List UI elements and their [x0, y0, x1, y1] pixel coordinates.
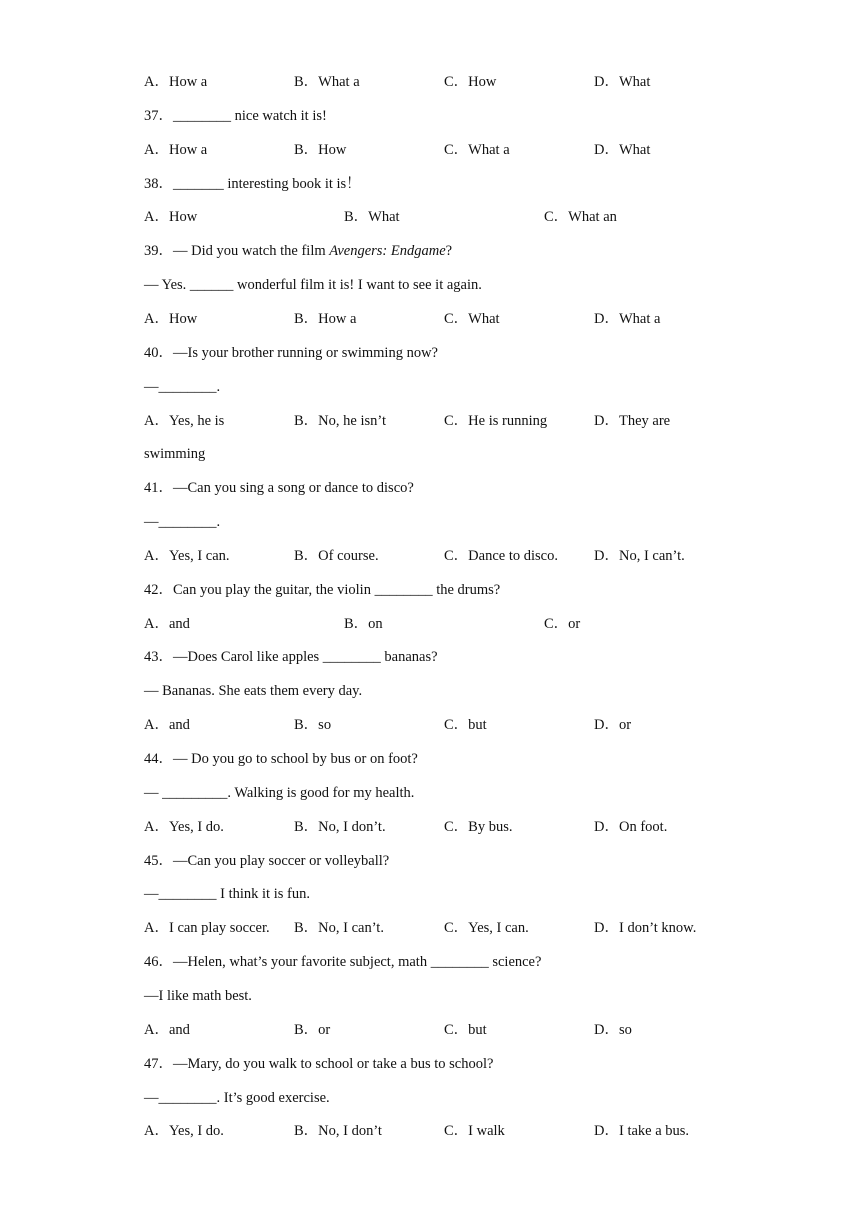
option-text: but [468, 717, 487, 733]
option-letter: D [594, 548, 605, 564]
option-letter: C [444, 1123, 454, 1139]
option-letter: B [294, 548, 304, 564]
option-separator: ． [453, 1022, 469, 1038]
option-separator: ． [303, 311, 319, 327]
option-separator: ． [154, 717, 169, 733]
answer-option[interactable] [594, 817, 667, 837]
option-text: No, he isn’t [318, 413, 386, 429]
option-letter: D [594, 74, 605, 90]
option-text: How a [168, 142, 208, 158]
option-separator: ． [553, 209, 569, 225]
answer-option[interactable] [294, 1020, 330, 1040]
answer-option[interactable] [294, 72, 360, 92]
option-text: He is running [468, 413, 548, 429]
option-separator: ． [604, 311, 619, 327]
question-line: 40．—Is your brother running or swimming now? [144, 345, 438, 361]
option-separator: ． [453, 717, 469, 733]
option-text: and [168, 717, 190, 733]
option-text: No, I don’t [318, 1123, 382, 1139]
question-line: —________. [144, 514, 221, 530]
answer-option[interactable] [444, 140, 510, 160]
option-separator: ． [154, 413, 169, 429]
question-line: 44．— Do you go to school by bus or on foot? [144, 751, 418, 767]
option-letter: B [344, 209, 354, 225]
option-letter: B [294, 1022, 304, 1038]
option-separator: ． [604, 548, 619, 564]
option-letter: D [594, 920, 605, 936]
answer-option[interactable] [294, 411, 386, 431]
answer-option[interactable] [294, 546, 379, 566]
option-separator: ． [154, 142, 169, 158]
answer-option[interactable] [444, 546, 558, 566]
answer-option[interactable] [144, 614, 190, 634]
option-text: so [618, 1022, 632, 1038]
option-letter: A [144, 413, 155, 429]
option-text: By bus. [468, 819, 513, 835]
answer-option[interactable] [144, 817, 224, 837]
option-letter: A [144, 1022, 155, 1038]
option-separator: ． [453, 413, 469, 429]
option-letter: B [294, 311, 304, 327]
option-separator: ． [453, 1123, 469, 1139]
answer-option[interactable] [144, 1020, 190, 1040]
option-separator: ． [154, 1022, 169, 1038]
option-text: What [618, 74, 651, 90]
question-line: 46．—Helen, what’s your favorite subject, math ________ science? [144, 954, 542, 970]
option-letter: D [594, 819, 605, 835]
option-separator: ． [303, 920, 319, 936]
option-letter: C [544, 209, 554, 225]
option-separator: ． [453, 819, 469, 835]
answer-option[interactable] [594, 715, 631, 735]
answer-option[interactable] [594, 411, 670, 431]
option-letter: C [444, 311, 454, 327]
option-separator: ． [453, 548, 469, 564]
option-letter: C [444, 74, 454, 90]
option-separator: ． [604, 819, 619, 835]
answer-option[interactable] [444, 411, 547, 431]
question-text: 39．— Did you watch the film [144, 243, 330, 259]
option-text: I can play soccer. [168, 920, 270, 936]
option-separator: ． [303, 548, 319, 564]
answer-option[interactable] [144, 411, 224, 431]
option-letter: A [144, 209, 155, 225]
option-text: Yes, I do. [168, 1123, 224, 1139]
option-separator: ． [154, 209, 169, 225]
option-letter: D [594, 1022, 605, 1038]
option-separator: ． [154, 920, 169, 936]
option-letter: A [144, 1123, 155, 1139]
option-letter: C [544, 616, 554, 632]
question-line: 37．________ nice watch it is! [144, 108, 327, 124]
option-text: What [368, 209, 400, 225]
option-letter: B [294, 74, 304, 90]
answer-option[interactable] [444, 1020, 487, 1040]
question-line: — Bananas. She eats them every day. [144, 683, 363, 699]
answer-option[interactable] [594, 72, 650, 92]
option-letter: D [594, 1123, 605, 1139]
answer-option[interactable] [594, 1020, 632, 1040]
option-text: How [468, 74, 497, 90]
option-text: What a [318, 74, 360, 90]
answer-option[interactable] [144, 72, 207, 92]
option-text: What [468, 311, 500, 327]
option-separator: ． [453, 142, 469, 158]
option-letter: C [444, 1022, 454, 1038]
answer-option[interactable] [344, 207, 400, 227]
answer-option[interactable] [294, 817, 386, 837]
option-letter: A [144, 74, 155, 90]
option-letter: D [594, 413, 605, 429]
answer-option[interactable] [144, 140, 207, 160]
answer-option[interactable] [444, 918, 529, 938]
option-letter: B [294, 1123, 304, 1139]
question-line [144, 241, 452, 261]
option-letter: C [444, 920, 454, 936]
option-text: but [468, 1022, 487, 1038]
option-letter: D [594, 142, 605, 158]
option-separator: ． [303, 717, 319, 733]
option-letter: C [444, 819, 454, 835]
option-text: or [318, 1022, 331, 1038]
answer-option[interactable] [144, 207, 197, 227]
answer-option[interactable] [294, 715, 331, 735]
option-separator: ． [154, 548, 169, 564]
option-text: No, I don’t. [318, 819, 386, 835]
option-letter: A [144, 548, 155, 564]
option-text: What a [468, 142, 510, 158]
question-line: —I like math best. [144, 988, 252, 1004]
option-text: Yes, I can. [168, 548, 230, 564]
option-separator: ． [353, 209, 369, 225]
option-letter: A [144, 920, 155, 936]
option-separator: ． [604, 717, 619, 733]
question-line: —________ I think it is fun. [144, 886, 310, 902]
answer-option[interactable] [444, 715, 487, 735]
option-letter: B [294, 142, 304, 158]
option-letter: C [444, 142, 454, 158]
option-separator: ． [303, 142, 319, 158]
option-letter: D [594, 717, 605, 733]
option-letter: A [144, 819, 155, 835]
option-separator: ． [453, 74, 469, 90]
question-line: 43．—Does Carol like apples ________ bananas? [144, 649, 438, 665]
answer-option[interactable] [294, 1121, 382, 1141]
question-line: — Yes. ______ wonderful film it is! I want to see it again. [144, 277, 482, 293]
option-separator: ． [453, 311, 469, 327]
option-separator: ． [303, 413, 319, 429]
answer-option[interactable] [444, 309, 500, 329]
answer-option[interactable] [594, 918, 696, 938]
answer-option[interactable] [344, 614, 383, 634]
option-separator: ． [353, 616, 369, 632]
answer-option[interactable] [144, 918, 270, 938]
answer-option[interactable] [544, 614, 580, 634]
option-letter: B [294, 717, 304, 733]
answer-option[interactable] [294, 309, 356, 329]
option-text: Of course. [318, 548, 379, 564]
answer-option[interactable] [444, 817, 513, 837]
option-text: What a [618, 311, 661, 327]
option-letter: A [144, 717, 155, 733]
option-text: No, I can’t. [618, 548, 685, 564]
option-text: What [618, 142, 651, 158]
option-letter: B [294, 920, 304, 936]
option-text: They are [618, 413, 671, 429]
option-letter: B [294, 413, 304, 429]
answer-option[interactable] [144, 1121, 224, 1141]
option-letter: B [344, 616, 354, 632]
option-letter: C [444, 548, 454, 564]
answer-option[interactable] [594, 140, 650, 160]
question-line: 45．—Can you play soccer or volleyball? [144, 853, 390, 869]
option-separator: ． [604, 413, 619, 429]
answer-option[interactable] [594, 546, 685, 566]
option-text: so [318, 717, 332, 733]
option-letter: A [144, 142, 155, 158]
option-letter: A [144, 616, 155, 632]
option-text: Dance to disco. [468, 548, 558, 564]
option-text: How [318, 142, 347, 158]
answer-option[interactable] [444, 72, 496, 92]
answer-option[interactable] [594, 309, 660, 329]
option-letter: A [144, 311, 155, 327]
option-text: I take a bus. [618, 1123, 690, 1139]
question-line: 47．—Mary, do you walk to school or take a bus to school? [144, 1056, 494, 1072]
option-text: I walk [468, 1123, 505, 1139]
option-separator: ． [154, 311, 169, 327]
option-separator: ． [604, 74, 619, 90]
option-separator: ． [604, 1123, 619, 1139]
question-text: ? [445, 243, 453, 259]
option-text: or [618, 717, 632, 733]
option-separator: ． [303, 1123, 319, 1139]
option-letter: D [594, 311, 605, 327]
option-separator: ． [154, 74, 169, 90]
answer-option[interactable] [144, 546, 230, 566]
answer-option[interactable] [294, 918, 384, 938]
option-separator: ． [453, 920, 469, 936]
option-letter: C [444, 413, 454, 429]
option-separator: ． [604, 142, 619, 158]
option-separator: ． [303, 819, 319, 835]
option-separator: ． [553, 616, 569, 632]
option-text: On foot. [618, 819, 668, 835]
option-text: How a [168, 74, 208, 90]
option-text: on [368, 616, 383, 632]
film-title: Avengers: Endgame [329, 243, 446, 259]
option-text: How [168, 311, 198, 327]
question-line: — _________. Walking is good for my health. [144, 785, 415, 801]
option-separator: ． [604, 920, 619, 936]
option-separator: ． [303, 1022, 319, 1038]
option-letter: C [444, 717, 454, 733]
answer-option[interactable] [144, 715, 190, 735]
answer-option[interactable] [594, 1121, 689, 1141]
option-text: or [568, 616, 581, 632]
option-text: How a [318, 311, 357, 327]
answer-option[interactable] [294, 140, 346, 160]
option-letter: B [294, 819, 304, 835]
option-text: and [168, 616, 190, 632]
option-text: Yes, he is [168, 413, 225, 429]
option-separator: ． [154, 1123, 169, 1139]
question-line: swimming [144, 446, 206, 462]
option-text: Yes, I do. [168, 819, 224, 835]
question-line: —________. [144, 379, 221, 395]
option-text: Yes, I can. [468, 920, 529, 936]
option-text: No, I can’t. [318, 920, 384, 936]
option-text: How [168, 209, 198, 225]
option-separator: ． [154, 819, 169, 835]
question-line: 42．Can you play the guitar, the violin ________ the drums? [144, 582, 501, 598]
question-line: 38．_______ interesting book it is！ [144, 176, 361, 192]
option-separator: ． [303, 74, 319, 90]
option-separator: ． [154, 616, 169, 632]
option-text: I don’t know. [618, 920, 697, 936]
question-line: —________. It’s good exercise. [144, 1090, 330, 1106]
answer-option[interactable] [444, 1121, 505, 1141]
question-line: 41．—Can you sing a song or dance to disco? [144, 480, 414, 496]
option-text: and [168, 1022, 190, 1038]
option-text: What an [568, 209, 617, 225]
answer-option[interactable] [544, 207, 617, 227]
option-separator: ． [604, 1022, 619, 1038]
answer-option[interactable] [144, 309, 197, 329]
